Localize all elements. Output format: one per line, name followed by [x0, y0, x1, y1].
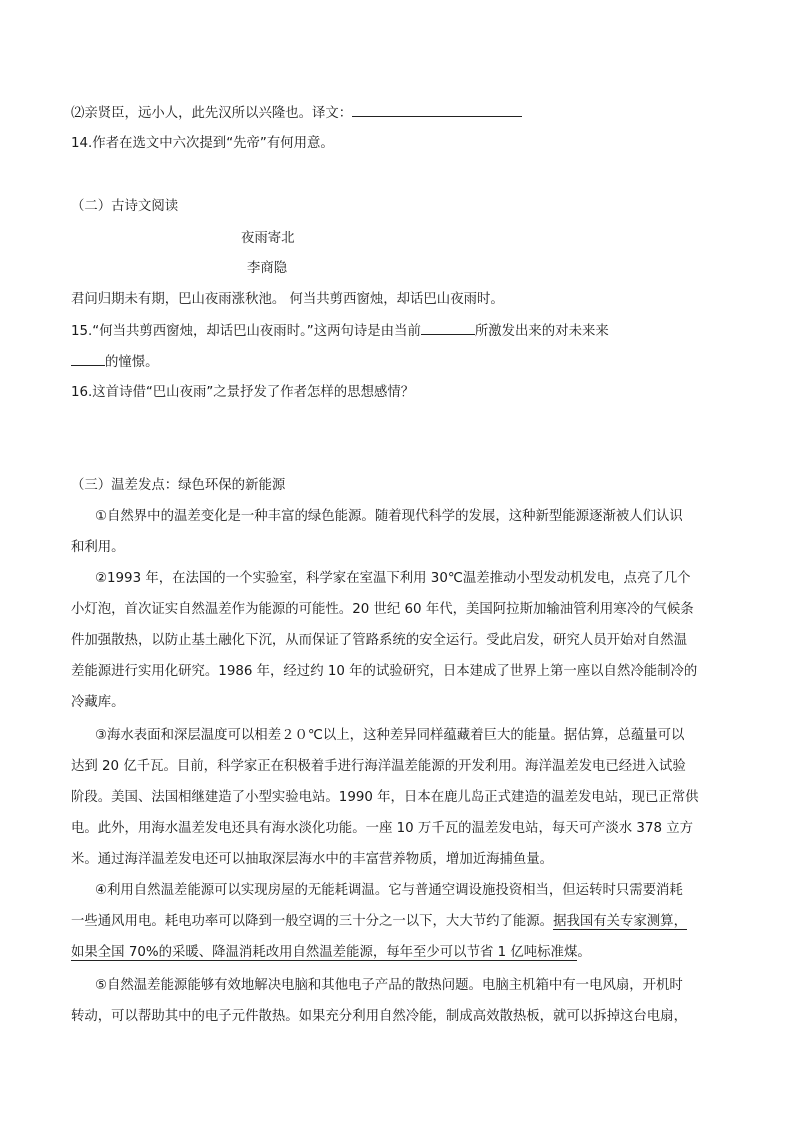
- poem-author: 李商隐: [247, 261, 288, 276]
- para-4-line-3-end: 。: [577, 945, 591, 960]
- underlined-sentence-end: 如果全国 70%的采暖、降温消耗改用自然温差能源，每年至少可以节省 1 亿吨标准煤: [71, 945, 578, 960]
- para-2-line-1: ②1993 年，在法国的一个实验室，科学家在室温下利用 30℃温差推动小型发动机发电，点亮了几个: [95, 571, 691, 586]
- section-3-heading: （三）温差发点：绿色环保的新能源: [71, 478, 286, 493]
- question-15-cont: [71, 353, 724, 372]
- question-15-text-c: 的憧憬。: [105, 355, 159, 370]
- poem-text: 君问归期未有期，巴山夜雨涨秋池。 何当共剪西窗烛，却话巴山夜雨时。: [71, 292, 504, 307]
- underlined-sentence-start: 据我国有关专家测算，: [553, 914, 687, 929]
- question-14: 14.作者在选文中六次提到“先帝”有何用意。: [71, 136, 334, 151]
- para-4-line-2: [71, 913, 724, 931]
- question-13-2: [71, 104, 724, 123]
- question-16: 16.这首诗借“巴山夜雨”之景抒发了作者怎样的思想感情？: [71, 385, 415, 400]
- para-3-line-4: 电。此外，用海水温差发电还具有海水淡化功能。一座 10 万千瓦的温差发电站，每天可产淡水 378 立方: [71, 821, 694, 836]
- question-15-text-a: 15.“何当共剪西窗烛，却话巴山夜雨时。”这两句诗是由当前: [71, 324, 421, 339]
- para-3-line-1: ③海水表面和深层温度可以相差２０℃以上，这种差异同样蕴藏着巨大的能量。据估算，总蕴量可以: [95, 728, 685, 743]
- para-2-line-4: 差能源进行实用化研究。1986 年，经过约 10 年的试验研究，日本建成了世界上第一座以自然冷能制冷的: [71, 664, 698, 679]
- para-5-line-1: ⑤自然温差能源能够有效地解决电脑和其他电子产品的散热问题。电脑主机箱中有一电风扇，开机时: [95, 978, 683, 993]
- question-13-2-text: ⑵亲贤臣，远小人，此先汉所以兴隆也。译文：: [71, 106, 353, 121]
- para-3-line-3: 阶段。美国、法国相继建造了小型实验电站。1990 年，日本在鹿儿岛正式建造的温差发电站，现已正常供: [71, 790, 699, 805]
- para-3-line-5: 米。通过海洋温差发电还可以抽取深层海水中的丰富营养物质，增加近海捕鱼量。: [71, 852, 554, 867]
- question-15-text-b: 所激发出来的对未来来: [474, 324, 609, 339]
- answer-blank[interactable]: [421, 322, 475, 335]
- para-1-line-1: ①自然界中的温差变化是一种丰富的绿色能源。随着现代科学的发展，这种新型能源逐渐被人们认识: [95, 509, 683, 524]
- para-1-line-2: 和利用。: [71, 540, 125, 555]
- para-4-line-1: ④利用自然温差能源可以实现房屋的无能耗调温。它与普通空调设施投资相当，但运转时只需要消耗: [95, 883, 683, 898]
- para-2-line-5: 冷藏库。: [71, 695, 125, 710]
- para-4-line-3: [71, 944, 724, 962]
- section-2-heading: （二）古诗文阅读: [71, 199, 179, 214]
- poem-title: 夜雨寄北: [241, 231, 295, 246]
- para-5-line-2: 转动，可以帮助其中的电子元件散热。如果充分利用自然冷能，制成高效散热板，就可以拆掉这台电扇，: [71, 1009, 687, 1024]
- para-2-line-3: 件加强散热，以防止基土融化下沉，从而保证了管路系统的安全运行。受此启发，研究人员开始对自然温: [71, 633, 687, 648]
- question-15: [71, 322, 724, 341]
- para-2-line-2: 小灯泡，首次证实自然温差作为能源的可能性。20 世纪 60 年代，美国阿拉斯加输油管利用寒冷的气候条: [71, 602, 694, 617]
- answer-blank[interactable]: [71, 353, 105, 366]
- answer-blank[interactable]: [352, 104, 522, 117]
- para-4-line-2-text: 一些通风用电。耗电功率可以降到一般空调的三十分之一以下，大大节约了能源。: [71, 914, 554, 929]
- para-3-line-2: 达到 20 亿千瓦。目前，科学家正在积极着手进行海洋温差能源的开发利用。海洋温差发电已经进入试验: [71, 759, 686, 774]
